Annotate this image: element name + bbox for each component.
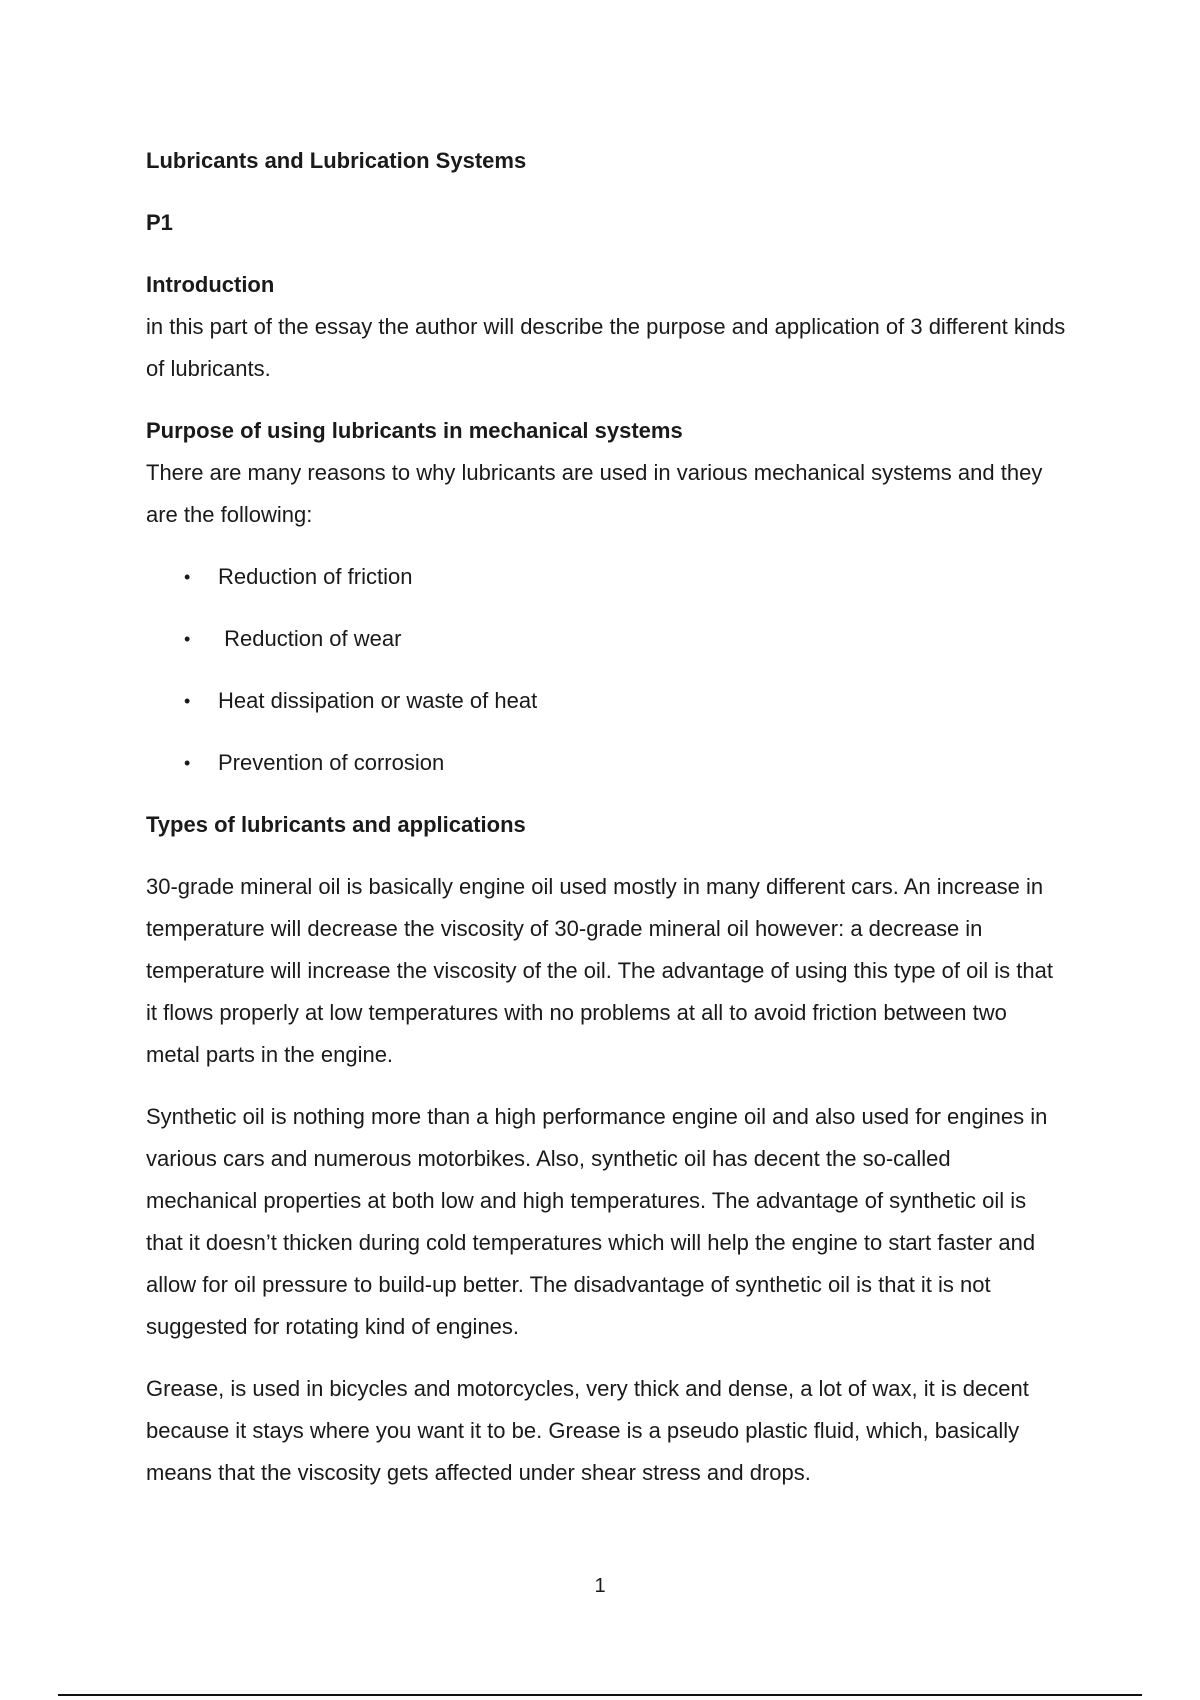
mineral-oil-paragraph: 30-grade mineral oil is basically engine oil used mostly in many different cars. An increase in temperature will decrease the viscosity of 30-grade mineral oil however: a decrease in temperature will increase the viscosity of the oil. The advantage of using this type of oil is that it flows properly at low temperatures with no problems at all to avoid friction between two metal parts in the engine.	[146, 874, 1053, 1067]
purpose-paragraph: There are many reasons to why lubricants are used in various mechanical systems and they are the following:	[146, 460, 1043, 527]
document-body	[146, 140, 1066, 1514]
bullet-icon: •	[184, 567, 191, 587]
list-item	[146, 556, 1066, 598]
synthetic-oil-paragraph: Synthetic oil is nothing more than a high performance engine oil and also used for engines in various cars and numerous motorbikes. Also, synthetic oil has decent the so-called mechanical properties at both low and high temperatures. The advantage of synthetic oil is that it doesn’t thicken during cold temperatures which will help the engine to start faster and allow for oil pressure to build-up better. The disadvantage of synthetic oil is that it is not suggested for rotating kind of engines.	[146, 1104, 1048, 1339]
section-label: P1	[146, 210, 173, 235]
page-number: 1	[594, 1575, 606, 1597]
purpose-heading: Purpose of using lubricants in mechanical systems	[146, 418, 683, 443]
purpose-list	[146, 556, 1066, 784]
list-item	[146, 680, 1066, 722]
list-item	[146, 618, 1066, 660]
introduction-paragraph: in this part of the essay the author will describe the purpose and application of 3 different kinds of lubricants.	[146, 314, 1066, 381]
types-heading: Types of lubricants and applications	[146, 812, 526, 837]
list-item-label: Prevention of corrosion	[218, 750, 445, 775]
list-item-label: Reduction of friction	[218, 564, 413, 589]
introduction-heading: Introduction	[146, 272, 275, 297]
list-item	[146, 742, 1066, 784]
document-title: Lubricants and Lubrication Systems	[146, 148, 527, 173]
list-item-label: Reduction of wear	[218, 626, 402, 651]
grease-paragraph: Grease, is used in bicycles and motorcycles, very thick and dense, a lot of wax, it is decent because it stays where you want it to be. Grease is a pseudo plastic fluid, which, basically means that the viscosity gets affected under shear stress and drops.	[146, 1376, 1029, 1485]
bullet-icon: •	[184, 691, 191, 711]
bullet-icon: •	[184, 629, 191, 649]
bullet-icon: •	[184, 753, 191, 773]
list-item-label: Heat dissipation or waste of heat	[218, 688, 538, 713]
page-bottom-divider	[58, 1694, 1142, 1696]
